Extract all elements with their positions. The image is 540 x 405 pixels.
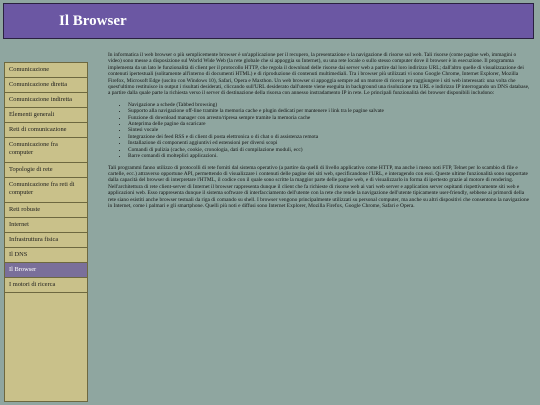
intro-paragraph: In informatica il web browser o più semplicemente browser è un'applicazione per il recupero, la presentazione e la navigazione di risorse sul web. Tali risorse (come pagine web, immagini o video) sono messe a disposizione sul World Wide Web (la rete globale che si appoggia su Internet), su una rete locale o sullo stesso computer dove il browser è in esecuzione. Il programma implementa da un lato le funzionalità di client per il protocollo HTTP, che regola il download delle risorse dai server web a partire dal loro indirizzo URL; dall'altro quelle di visualizzazione dei contenuti ipertestuali (solitamente all'interno di documenti HTML) e di riproduzione di contenuti multimediali. Tra i browser più utilizzati vi sono Google Chrome, Internet Explorer, Mozilla Firefox, Microsoft Edge (uscito con Windows 10), Safari, Opera e Maxthon. Un web browser si appoggia sempre ad un motore di ricerca per raggiungere i siti web interessati: una volta che quest'ultimo restituisce in output i risultati desiderati, cliccando sull'URL desiderato dall'utente viene eseguita in background una risoluzione tra URL e indirizzo IP interrogando un DNS database, a partire dalla quale parte la richiesta verso il server di destinazione della risorsa con annesso instradamento IP in rete. Le principali funzionalità dei browser disponibili includono: bbox=[108, 52, 530, 97]
sidebar-item-motori-di-ricerca[interactable]: I motori di ricerca bbox=[5, 278, 87, 293]
sidebar-item-elementi-generali[interactable]: Elementi generali bbox=[5, 108, 87, 123]
sidebar-item-reti-di-comunicazione[interactable]: Reti di comunicazione bbox=[5, 123, 87, 138]
list-item: • Barre comandi di molteplici applicazioni. bbox=[128, 153, 531, 159]
sidebar-item-comunicazione-diretta[interactable]: Comunicazione diretta bbox=[5, 78, 87, 93]
list-item: • Integrazione dei feed RSS e di client di posta elettronica o di chat o di assistenza remota bbox=[128, 134, 531, 140]
sidebar-item-topologie-di-rete[interactable]: Topologie di rete bbox=[5, 163, 87, 178]
list-item: • Sintesi vocale bbox=[128, 127, 531, 133]
sidebar-nav bbox=[4, 62, 88, 402]
sidebar-item-reti-robuste[interactable]: Reti robuste bbox=[5, 203, 87, 218]
main-content bbox=[108, 52, 531, 214]
sidebar-item-comunicazione[interactable]: Comunicazione bbox=[5, 63, 87, 78]
list-item: • Installazione di componenti aggiuntivi ed estensioni per diversi scopi bbox=[128, 140, 531, 146]
outro-paragraph: Tali programmi fanno utilizzo di protocolli di rete forniti dal sistema operativo (a partire da quelli di livello applicativo come HTTP, ma anche i meno noti FTP, Telnet per lo scambio di file e cartelle, ecc.) attraverso opportune API, permettendo di visualizzare i contenuti delle pagine dei siti web, specificandone l'URL, e interagendo con essi. Queste ultime funzionalità sono supportate dalla capacità del browser di interpretare l'HTML, il codice con il quale sono scritte la maggior parte delle pagine web, e di visualizzarlo in forma di ipertesto grazie al motore di rendering. Nell'architettura di rete client-server di Internet il browser rappresenta dunque il client che fa richieste di risorse web ai vari web server e application server ospitanti rispettivamente siti web e applicazioni web. Esso rappresenta dunque il sistema software di interfacciamento dell'utente con la rete che rende la navigazione dell'utente tipicamente user-friendly, sebbene ai primordi della rete siano esistiti anche browser testuali da riga di comando su shell. I browser vengono principalmente utilizzati su personal computer, ma anche su altri dispositivi che consentono la navigazione in Internet, come i palmari e gli smartphone. Quelli più noti e diffusi sono Internet Explorer, Mozilla Firefox, Google Chrome, Safari e Opera. bbox=[108, 164, 530, 209]
sidebar-item-il-dns[interactable]: Il DNS bbox=[5, 248, 87, 263]
list-item: • Anteprima delle pagine da scaricare bbox=[128, 121, 531, 127]
sidebar-item-internet[interactable]: Internet bbox=[5, 218, 87, 233]
sidebar-item-infrastruttura-fisica[interactable]: Infrastruttura fisica bbox=[5, 233, 87, 248]
features-list bbox=[108, 102, 531, 160]
page-title: Il Browser bbox=[59, 13, 127, 29]
sidebar-item-comunicazione-indiretta[interactable]: Comunicazione indiretta bbox=[5, 93, 87, 108]
list-item: • Comandi di pulizia (cache, cookie, cronologia, dati di compilazione moduli, ecc) bbox=[128, 147, 531, 153]
sidebar-item-comunicazione-fra-computer[interactable]: Comunicazione fra computer bbox=[5, 138, 87, 163]
sidebar-item-il-browser[interactable]: Il Browser bbox=[5, 263, 87, 278]
list-item: • Funzione di download manager con arresto/ripresa sempre tramite la memoria cache bbox=[128, 115, 531, 121]
sidebar-item-comunicazione-fra-reti[interactable]: Comunicazione fra reti di computer bbox=[5, 178, 87, 203]
list-item: • Supporto alla navigazione off-line tramite la memoria cache e plugin dedicati per mantenere i link tra le pagine salvate bbox=[128, 108, 531, 114]
page-header bbox=[3, 3, 534, 39]
list-item: • Navigazione a schede (Tabbed browsing) bbox=[128, 102, 531, 108]
